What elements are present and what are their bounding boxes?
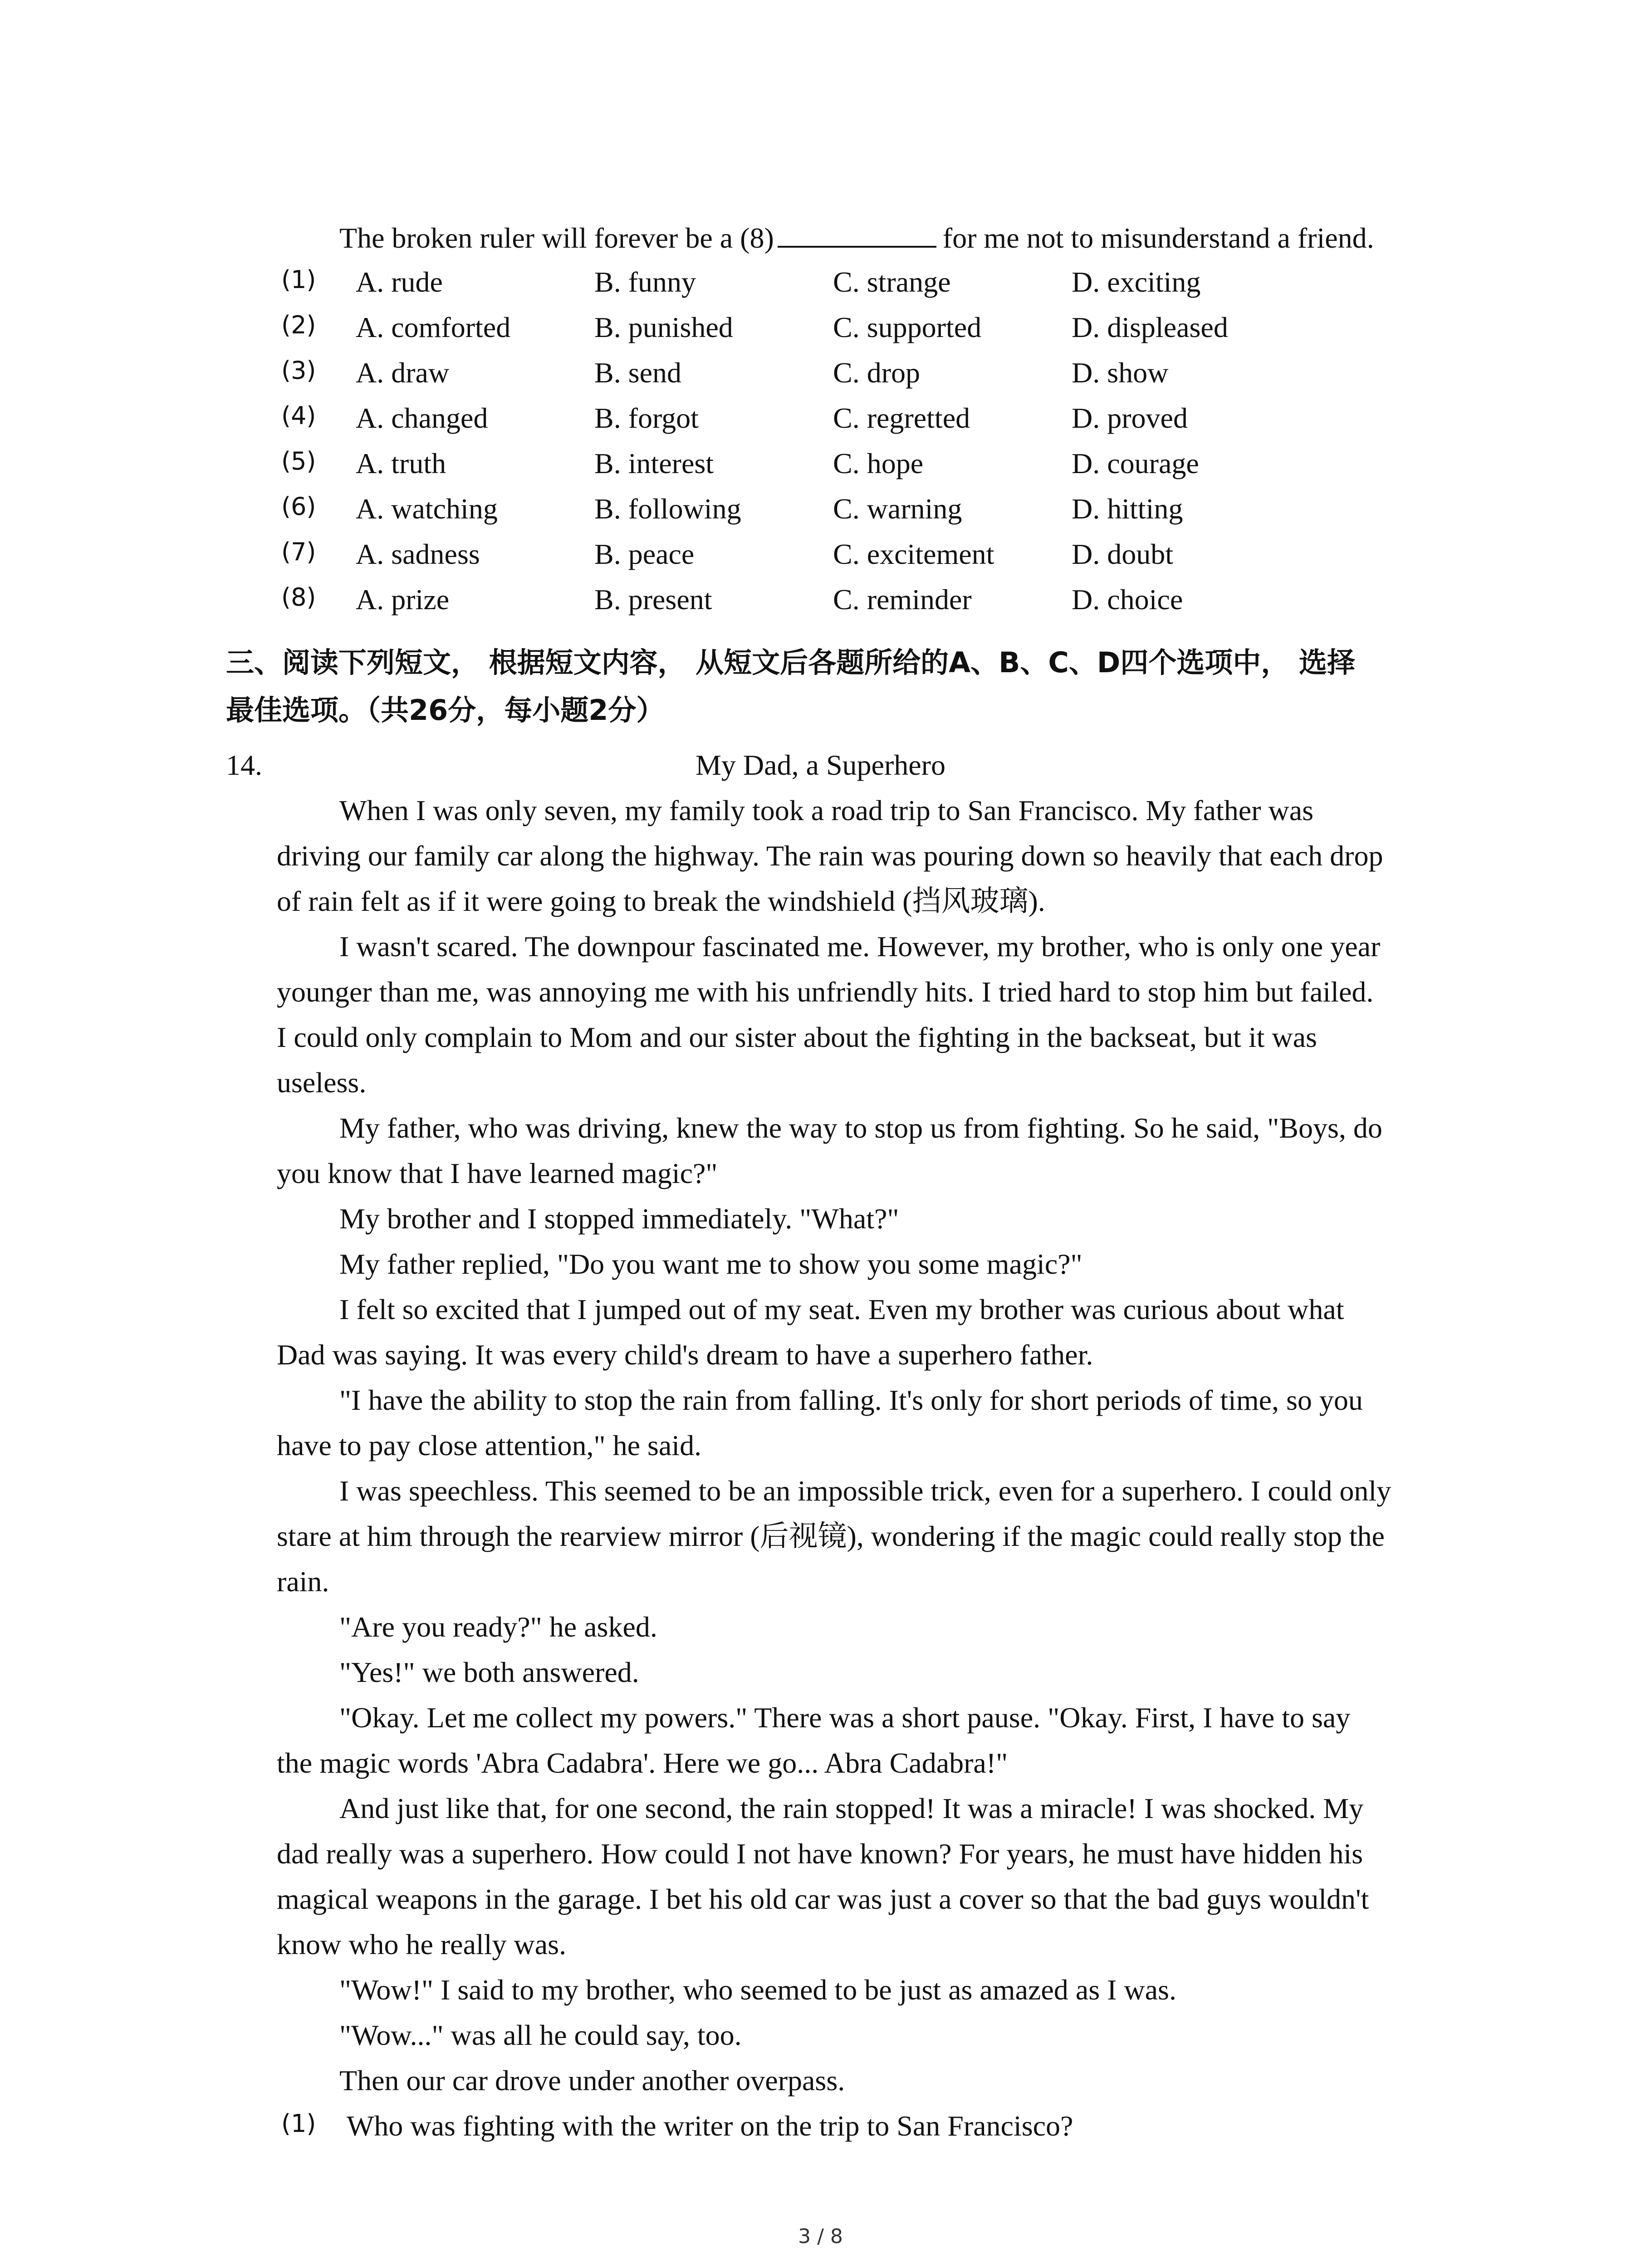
option-d: D. doubt [1072, 538, 1173, 570]
section-heading-line2: 最佳选项。（共26分，每小题2分） [226, 694, 665, 727]
passage-line: magical weapons in the garage. I bet his old car was just a cover so that the bad guys wouldn't [277, 1883, 1369, 1915]
question-number: 14. [226, 749, 262, 781]
passage-line: you know that I have learned magic?" [277, 1157, 718, 1189]
passage-line: "I have the ability to stop the rain from falling. It's only for short periods of time, so you [339, 1384, 1363, 1416]
passage-line: My father replied, "Do you want me to show you some magic?" [339, 1248, 1083, 1280]
option-a: A. changed [356, 402, 488, 434]
passage-line: "Wow!" I said to my brother, who seemed to be just as amazed as I was. [339, 1974, 1176, 2006]
option-a: A. sadness [356, 538, 480, 570]
passage-line: My father, who was driving, knew the way to stop us from fighting. So he said, "Boys, do [339, 1112, 1382, 1144]
option-b: B. punished [594, 311, 733, 343]
option-number: (5) [281, 447, 316, 475]
passage-title: My Dad, a Superhero [696, 749, 945, 781]
option-d: D. show [1072, 357, 1169, 389]
question-1-number: (1) [281, 2109, 316, 2138]
page-number: 3 / 8 [798, 2225, 843, 2248]
passage-line: of rain felt as if it were going to break the windshield (挡风玻璃). [277, 885, 1045, 917]
passage-line: "Yes!" we both answered. [339, 1656, 639, 1688]
option-b: B. following [594, 493, 741, 525]
passage-line: the magic words 'Abra Cadabra'. Here we go... Abra Cadabra!" [277, 1747, 1008, 1779]
passage-line: I felt so excited that I jumped out of my seat. Even my brother was curious about what [339, 1293, 1344, 1325]
option-c: C. reminder [833, 583, 972, 616]
passage-line: "Are you ready?" he asked. [339, 1611, 657, 1643]
passage-line: Then our car drove under another overpass. [339, 2064, 845, 2097]
option-number: (3) [281, 356, 316, 385]
option-number: (2) [281, 311, 316, 339]
option-c: C. supported [833, 311, 982, 343]
option-number: (6) [281, 492, 316, 521]
option-a: A. comforted [356, 311, 511, 343]
passage-line: And just like that, for one second, the rain stopped! It was a miracle! I was shocked. My [339, 1792, 1364, 1824]
passage-line: have to pay close attention," he said. [277, 1429, 702, 1461]
option-number: (8) [281, 583, 316, 611]
option-b: B. present [594, 583, 712, 616]
passage-line: younger than me, was annoying me with his unfriendly hits. I tried hard to stop him but failed. [277, 976, 1374, 1008]
passage-line: dad really was a superhero. How could I not have known? For years, he must have hidden his [277, 1838, 1363, 1870]
option-b: B. interest [594, 447, 714, 479]
cloze-sentence-after: for me not to misunderstand a friend. [942, 222, 1374, 254]
option-a: A. truth [356, 447, 446, 479]
option-number: (4) [281, 401, 316, 430]
option-a: A. prize [356, 583, 450, 616]
option-b: B. send [594, 357, 681, 389]
option-b: B. forgot [594, 402, 699, 434]
passage-line: I could only complain to Mom and our sister about the fighting in the backseat, but it was [277, 1021, 1317, 1053]
passage-line: stare at him through the rearview mirror (后视镜), wondering if the magic could really stop the [277, 1520, 1385, 1552]
option-c: C. excitement [833, 538, 994, 570]
passage-line: Dad was saying. It was every child's dream to have a superhero father. [277, 1339, 1093, 1371]
option-d: D. exciting [1072, 266, 1201, 298]
passage-line: useless. [277, 1066, 367, 1099]
passage-line: I wasn't scared. The downpour fascinated me. However, my brother, who is only one year [339, 930, 1381, 963]
option-a: A. draw [356, 357, 450, 389]
passage-line: know who he really was. [277, 1928, 567, 1960]
cloze-sentence [339, 222, 1374, 253]
option-d: D. choice [1072, 583, 1183, 616]
passage-line: When I was only seven, my family took a road trip to San Francisco. My father was [339, 794, 1314, 826]
option-c: C. drop [833, 357, 920, 389]
passage-line: I was speechless. This seemed to be an impossible trick, even for a superhero. I could only [339, 1475, 1391, 1507]
section-heading-line1: 三、阅读下列短文， 根据短文内容， 从短文后各题所给的A、B、C、D四个选项中， 选择 [226, 646, 1355, 679]
option-a: A. watching [356, 493, 498, 525]
option-b: B. funny [594, 266, 696, 298]
question-1-text: Who was fighting with the writer on the trip to San Francisco? [347, 2110, 1073, 2142]
cloze-sentence-before: The broken ruler will forever be a (8) [339, 222, 774, 254]
option-number: (1) [281, 265, 316, 294]
passage-line: driving our family car along the highway. The rain was pouring down so heavily that each drop [277, 840, 1383, 872]
option-c: C. hope [833, 447, 924, 479]
option-c: C. strange [833, 266, 951, 298]
option-d: D. hitting [1072, 493, 1183, 525]
answer-blank [778, 222, 936, 248]
passage-line: rain. [277, 1565, 329, 1598]
passage-line: My brother and I stopped immediately. "What?" [339, 1202, 899, 1235]
option-a: A. rude [356, 266, 443, 298]
passage-line: "Wow..." was all he could say, too. [339, 2019, 742, 2051]
passage-line: "Okay. Let me collect my powers." There was a short pause. "Okay. First, I have to say [339, 1701, 1351, 1734]
option-c: C. regretted [833, 402, 970, 434]
option-c: C. warning [833, 493, 962, 525]
option-d: D. courage [1072, 447, 1199, 479]
option-number: (7) [281, 538, 316, 566]
option-d: D. proved [1072, 402, 1188, 434]
option-d: D. displeased [1072, 311, 1228, 343]
option-b: B. peace [594, 538, 695, 570]
